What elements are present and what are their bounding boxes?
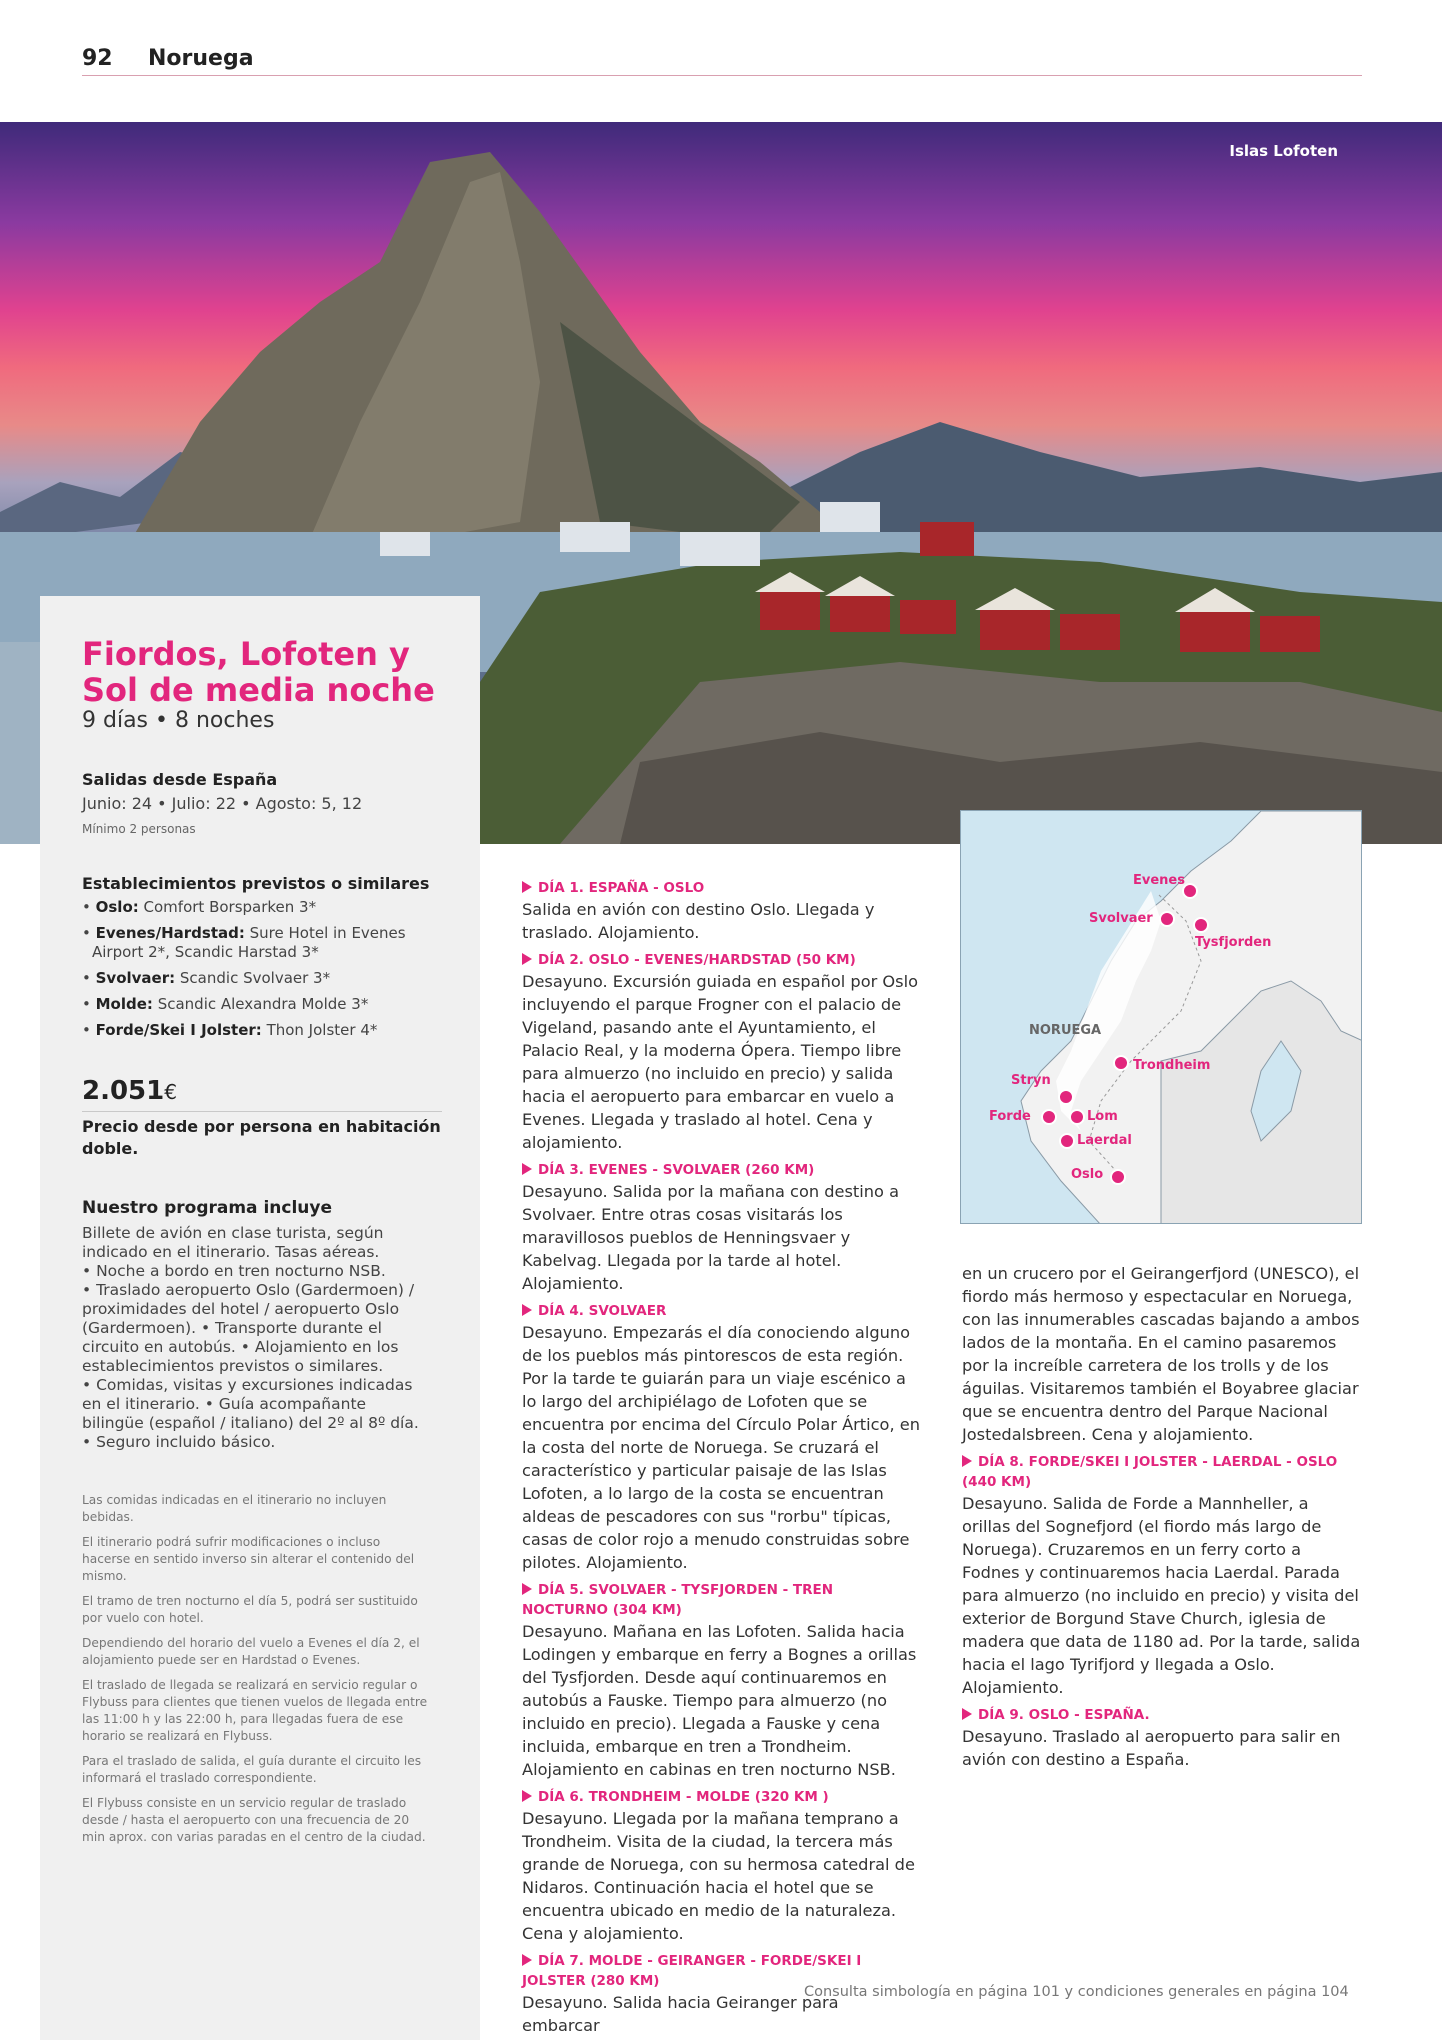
- day-title: DÍA 1. ESPAÑA - OSLO: [538, 880, 705, 896]
- note: El tramo de tren nocturno el día 5, podrá ser sustituido por vuelo con hotel.: [82, 1594, 418, 1625]
- hotel-city: Evenes/Hardstad:: [95, 924, 245, 942]
- day-text: Desayuno. Mañana en las Lofoten. Salida hacia Lodingen y embarque en ferry a Bognes a orillas del Tysfjorden. Desde aquí continuaremos en autobús a Fauske. Tiempo para almuerzo (no incluido en precio). Llegada a Fauske y cena incluida, embarque en tren a Trondheim. Alojamiento en cabinas en tren nocturno NSB.: [522, 1622, 917, 1779]
- itinerary-day: [522, 1160, 920, 1295]
- map-label-forde: Forde: [989, 1109, 1031, 1124]
- day-text: Desayuno. Traslado al aeropuerto para salir en avión con destino a España.: [962, 1727, 1341, 1769]
- map-label-laerdal: Laerdal: [1077, 1133, 1132, 1148]
- map-label-evenes: Evenes: [1133, 873, 1185, 888]
- hotel-city: Oslo:: [95, 898, 139, 916]
- day-title: DÍA 8. FORDE/SKEI I JOLSTER - LAERDAL - OSLO (440 KM): [962, 1454, 1338, 1490]
- play-arrow-icon: [522, 1304, 532, 1316]
- map-label-svolvaer: Svolvaer: [1089, 911, 1153, 926]
- note: Dependiendo del horario del vuelo a Evenes el día 2, el alojamiento puede ser en Hardstad o Evenes.: [82, 1636, 420, 1667]
- day-heading: [962, 1452, 1362, 1492]
- hotel-city: Svolvaer:: [95, 969, 176, 987]
- day-text: Desayuno. Empezarás el día conociendo alguno de los pueblos más pintorescos de esta región. Por la tarde te guiarán para un viaje escénico a lo largo del archipiélago de Lofoten que se encuentra por encima del Círculo Polar Ártico, en la costa del norte de Noruega. Se cruzará el característico y particular paisaje de las Islas Lofoten, a lo largo de la costa se encuentran aldeas de pescadores con sus "rorbu" típicas, casas de color rojo a menudo construidas sobre pilotes. Alojamiento.: [522, 1323, 920, 1572]
- day-heading: [522, 1301, 920, 1321]
- itinerary-day: [962, 1705, 1362, 1771]
- day-heading: [522, 950, 920, 970]
- day-text: Salida en avión con destino Oslo. Llegada y traslado. Alojamiento.: [522, 900, 875, 942]
- hotels-title: Establecimientos previstos o similares: [82, 874, 430, 893]
- notes: [82, 1492, 432, 1854]
- includes-title: Nuestro programa incluye: [82, 1198, 332, 1218]
- map-label-lom: Lom: [1087, 1109, 1118, 1124]
- hotel-name: Thon Jolster 4*: [266, 1021, 378, 1039]
- day-heading: [522, 1580, 920, 1620]
- hotel-city: Forde/Skei I Jolster:: [95, 1021, 262, 1039]
- note: El itinerario podrá sufrir modificaciones o incluso hacerse en sentido inverso sin alterar el contenido del mismo.: [82, 1535, 415, 1583]
- itinerary-column-2: [962, 1262, 1362, 1777]
- itinerary-day: [962, 1262, 1362, 1446]
- day-title: DÍA 3. EVENES - SVOLVAER (260 KM): [538, 1162, 815, 1178]
- itinerary-day: [522, 1301, 920, 1574]
- day-heading: [522, 1160, 920, 1180]
- note: El Flybuss consiste en un servicio regular de traslado desde / hasta el aeropuerto con una frecuencia de 20 min aprox. con varias paradas en el centro de la ciudad.: [82, 1796, 426, 1844]
- list-item: • Forde/Skei I Jolster: Thon Jolster 4*: [82, 1021, 378, 1039]
- list-item: • Oslo: Comfort Borsparken 3*: [82, 898, 317, 916]
- page-number: 92: [82, 46, 113, 71]
- day-heading: [522, 878, 920, 898]
- country-label: NORUEGA: [1029, 1023, 1102, 1038]
- includes-text: Billete de avión en clase turista, según indicado en el itinerario. Tasas aéreas. • Noche a bordo en tren nocturno NSB. • Traslado aeropuerto Oslo (Gardermoen) / proximidades del hotel / aeropuerto Oslo (Gardermoen). • Transporte durante el circuito en autobús. • Alojamiento en los establecimientos previstos o similares. • Comidas, visitas y excursiones indicadas en el itinerario. • Guía acompañante bilingüe (español / italiano) del 2º al 8º día. • Seguro incluido básico.: [82, 1224, 419, 1451]
- hotel-name: Sure Hotel in Evenes Airport 2*, Scandic Harstad 3*: [92, 924, 406, 961]
- play-arrow-icon: [522, 1583, 532, 1595]
- map-label-stryn: Stryn: [1011, 1073, 1051, 1088]
- play-arrow-icon: [522, 1954, 532, 1966]
- price-description: Precio desde por persona en habitación doble.: [82, 1117, 441, 1158]
- list-item: • Molde: Scandic Alexandra Molde 3*: [82, 995, 369, 1013]
- day-title: DÍA 2. OSLO - EVENES/HARDSTAD (50 KM): [538, 952, 856, 968]
- page-header: [82, 46, 1362, 76]
- itinerary-day: [522, 1787, 920, 1945]
- map-label-tysfjorden: Tysfjorden: [1195, 935, 1272, 950]
- day-text: Desayuno. Salida por la mañana con destino a Svolvaer. Entre otras cosas visitarás los maravillosos pueblos de Henningsvaer y Kabelvag. Llegada por la tarde al hotel. Alojamiento.: [522, 1182, 899, 1293]
- map-label-oslo: Oslo: [1071, 1167, 1104, 1182]
- hotels-list: [82, 898, 442, 1047]
- footer-note: Consulta simbología en página 101 y condiciones generales en página 104: [804, 1984, 1349, 2000]
- day-text: Desayuno. Excursión guiada en español por Oslo incluyendo el parque Frogner con el palacio de Vigeland, pasando ante el Ayuntamiento, el Palacio Real, y la moderna Ópera. Tiempo libre para almuerzo (no incluido en precio) y salida hacia el aeropuerto para embarcar en vuelo a Evenes. Llegada y traslado al hotel. Cena y alojamiento.: [522, 972, 918, 1152]
- route-map: [960, 810, 1362, 1224]
- itinerary-day: [522, 1580, 920, 1781]
- play-arrow-icon: [522, 1163, 532, 1175]
- hotel-name: Scandic Alexandra Molde 3*: [157, 995, 369, 1013]
- play-arrow-icon: [522, 881, 532, 893]
- minimum-people: Mínimo 2 personas: [82, 822, 196, 836]
- section-title: Noruega: [148, 46, 254, 71]
- itinerary-day: [522, 950, 920, 1154]
- map-label-trondheim: Trondheim: [1133, 1058, 1211, 1073]
- day-title: DÍA 5. SVOLVAER - TYSFJORDEN - TREN NOCTURNO (304 KM): [522, 1582, 834, 1618]
- list-item: • Svolvaer: Scandic Svolvaer 3*: [82, 969, 331, 987]
- hotel-city: Molde:: [95, 995, 153, 1013]
- trip-duration: 9 días • 8 noches: [82, 708, 275, 733]
- photo-caption: Islas Lofoten: [1229, 142, 1338, 160]
- price-currency: €: [164, 1080, 177, 1104]
- day-heading: [522, 1787, 920, 1807]
- play-arrow-icon: [962, 1708, 972, 1720]
- list-item: • Evenes/Hardstad: Sure Hotel in Evenes Airport 2*, Scandic Harstad 3*: [82, 924, 406, 961]
- hotel-name: Scandic Svolvaer 3*: [179, 969, 331, 987]
- day-title: DÍA 9. OSLO - ESPAÑA.: [978, 1707, 1150, 1723]
- hotel-name: Comfort Borsparken 3*: [143, 898, 317, 916]
- play-arrow-icon: [522, 1790, 532, 1802]
- price-amount: 2.051: [82, 1076, 165, 1106]
- day-text: en un crucero por el Geirangerfjord (UNESCO), el fiordo más hermoso y espectacular en Noruega, con las innumerables cascadas bajando a ambos lados de la montaña. En el camino pasaremos por la increíble carretera de los trolls y de los águilas. Visitaremos también el Boyabree glaciar que se encuentra dentro del Parque Nacional Jostedalsbreen. Cena y alojamiento.: [962, 1264, 1360, 1444]
- itinerary-column-1: [522, 878, 920, 2040]
- note: Para el traslado de salida, el guía durante el circuito les informará el traslado correspondiente.: [82, 1754, 422, 1785]
- day-title: DÍA 4. SVOLVAER: [538, 1303, 667, 1319]
- note: Las comidas indicadas en el itinerario no incluyen bebidas.: [82, 1493, 387, 1524]
- day-text: Desayuno. Salida hacia Geiranger para embarcar: [522, 1993, 839, 2035]
- price-block: [82, 1076, 442, 1112]
- day-heading: [962, 1705, 1362, 1725]
- note: El traslado de llegada se realizará en servicio regular o Flybuss para clientes que tienen vuelos de llegada entre las 11:00 h y las 22:00 h, para llegadas fuera de ese horario se realizará en Flybuss.: [82, 1678, 428, 1743]
- trip-title: Fiordos, Lofoten y Sol de media noche: [82, 635, 435, 709]
- itinerary-day: [962, 1452, 1362, 1699]
- play-arrow-icon: [522, 953, 532, 965]
- day-text: Desayuno. Salida de Forde a Mannheller, a orillas del Sognefjord (el fiordo más largo de Noruega). Cruzaremos en un ferry corto a Fodnes y continuaremos hacia Laerdal. Parada para almuerzo (no incluido en precio) y visita del exterior de Borgund Stave Church, iglesia de madera que data de 1180 ad. Por la tarde, salida hacia el lago Tyrifjord y llegada a Oslo. Alojamiento.: [962, 1494, 1361, 1697]
- day-title: DÍA 6. TRONDHEIM - MOLDE (320 KM ): [538, 1789, 829, 1805]
- day-text: Desayuno. Llegada por la mañana temprano a Trondheim. Visita de la ciudad, la tercera más grande de Noruega, con su hermosa catedral de Nidaros. Continuación hacia el hotel que se encuentra ubicado en medio de la naturaleza. Cena y alojamiento.: [522, 1809, 915, 1943]
- day-title: DÍA 7. MOLDE - GEIRANGER - FORDE/SKEI I JOLSTER (280 KM): [522, 1953, 862, 1989]
- departures-dates: Junio: 24 • Julio: 22 • Agosto: 5, 12: [82, 794, 363, 813]
- play-arrow-icon: [962, 1455, 972, 1467]
- departures-title: Salidas desde España: [82, 770, 278, 789]
- itinerary-day: [522, 878, 920, 944]
